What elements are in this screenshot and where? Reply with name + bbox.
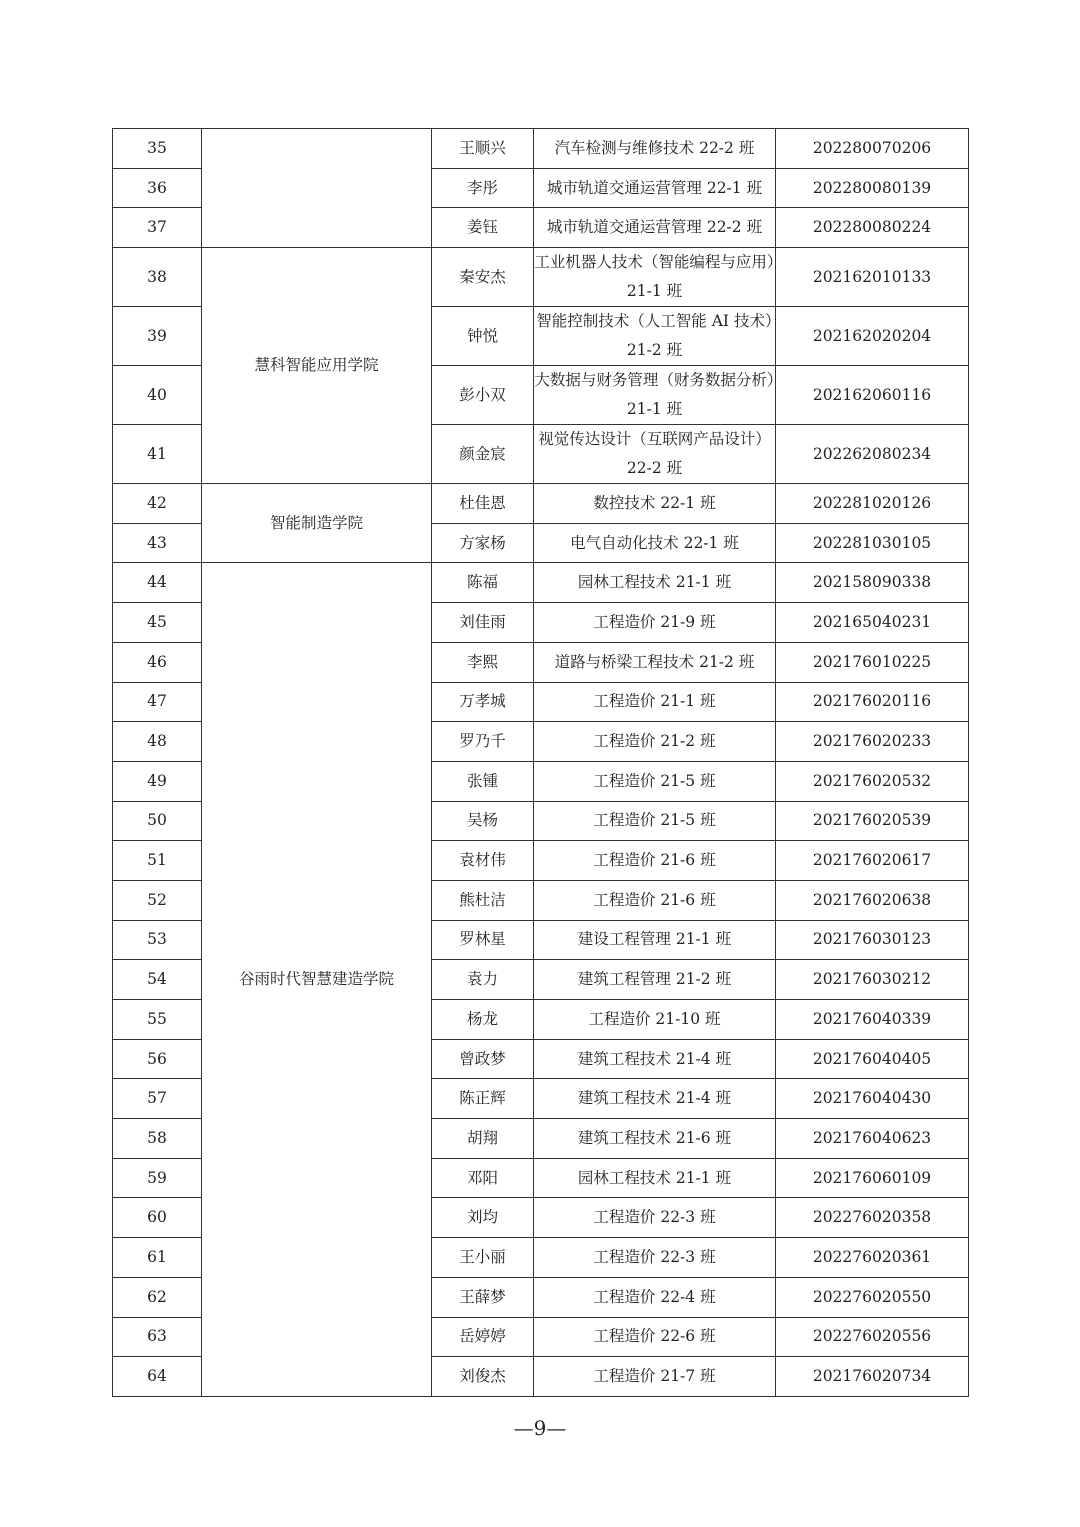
- class-name-cell: 工业机器人技术（智能编程与应用）21-1 班: [534, 248, 776, 307]
- student-roster-table: [112, 128, 969, 1397]
- student-name-cell: 王薛梦: [432, 1277, 534, 1317]
- table-row: [113, 248, 969, 307]
- student-id-cell: 202176020233: [776, 722, 969, 762]
- row-number-cell: 50: [113, 801, 202, 841]
- college-cell: 慧科智能应用学院: [202, 248, 432, 484]
- row-number-cell: 59: [113, 1158, 202, 1198]
- row-number-cell: 37: [113, 208, 202, 248]
- student-name-cell: 万孝城: [432, 682, 534, 722]
- student-name-cell: 杜佳恩: [432, 484, 534, 524]
- class-name-cell: 工程造价 21-6 班: [534, 841, 776, 881]
- class-name-cell: 建筑工程技术 21-4 班: [534, 1079, 776, 1119]
- class-name-cell: 工程造价 22-3 班: [534, 1198, 776, 1238]
- table-row: [113, 129, 969, 169]
- student-name-cell: 刘俊杰: [432, 1357, 534, 1397]
- class-name-cell: 园林工程技术 21-1 班: [534, 563, 776, 603]
- student-id-cell: 202158090338: [776, 563, 969, 603]
- row-number-cell: 52: [113, 880, 202, 920]
- row-number-cell: 56: [113, 1039, 202, 1079]
- student-id-cell: 202162010133: [776, 248, 969, 307]
- student-name-cell: 罗林星: [432, 920, 534, 960]
- row-number-cell: 40: [113, 366, 202, 425]
- row-number-cell: 38: [113, 248, 202, 307]
- row-number-cell: 44: [113, 563, 202, 603]
- student-id-cell: 202176060109: [776, 1158, 969, 1198]
- student-name-cell: 刘均: [432, 1198, 534, 1238]
- student-name-cell: 袁力: [432, 960, 534, 1000]
- student-name-cell: 岳婷婷: [432, 1317, 534, 1357]
- student-id-cell: 202176020532: [776, 761, 969, 801]
- row-number-cell: 51: [113, 841, 202, 881]
- student-id-cell: 202176010225: [776, 642, 969, 682]
- college-cell: [202, 129, 432, 248]
- class-name-cell: 工程造价 21-1 班: [534, 682, 776, 722]
- student-name-cell: 邓阳: [432, 1158, 534, 1198]
- row-number-cell: 46: [113, 642, 202, 682]
- student-name-cell: 罗乃千: [432, 722, 534, 762]
- student-name-cell: 钟悦: [432, 307, 534, 366]
- student-id-cell: 202280070206: [776, 129, 969, 169]
- row-number-cell: 35: [113, 129, 202, 169]
- class-name-cell: 建筑工程技术 21-4 班: [534, 1039, 776, 1079]
- row-number-cell: 41: [113, 425, 202, 484]
- student-name-cell: 刘佳雨: [432, 603, 534, 643]
- student-id-cell: 202176020617: [776, 841, 969, 881]
- student-name-cell: 袁材伟: [432, 841, 534, 881]
- class-name-cell: 工程造价 21-7 班: [534, 1357, 776, 1397]
- row-number-cell: 36: [113, 168, 202, 208]
- roster-body: [113, 129, 969, 1397]
- student-name-cell: 颜金宸: [432, 425, 534, 484]
- row-number-cell: 62: [113, 1277, 202, 1317]
- class-name-cell: 工程造价 21-6 班: [534, 880, 776, 920]
- class-name-cell: 建设工程管理 21-1 班: [534, 920, 776, 960]
- student-id-cell: 202176040339: [776, 1000, 969, 1040]
- student-name-cell: 曾政梦: [432, 1039, 534, 1079]
- student-id-cell: 202176040405: [776, 1039, 969, 1079]
- student-id-cell: 202176020734: [776, 1357, 969, 1397]
- class-name-cell: 工程造价 22-6 班: [534, 1317, 776, 1357]
- student-name-cell: 吴杨: [432, 801, 534, 841]
- student-name-cell: 秦安杰: [432, 248, 534, 307]
- student-id-cell: 202281020126: [776, 484, 969, 524]
- class-name-cell: 工程造价 21-10 班: [534, 1000, 776, 1040]
- student-name-cell: 王顺兴: [432, 129, 534, 169]
- student-id-cell: 202281030105: [776, 523, 969, 563]
- row-number-cell: 48: [113, 722, 202, 762]
- college-cell: 谷雨时代智慧建造学院: [202, 563, 432, 1396]
- row-number-cell: 55: [113, 1000, 202, 1040]
- student-name-cell: 陈福: [432, 563, 534, 603]
- student-id-cell: 202262080234: [776, 425, 969, 484]
- row-number-cell: 58: [113, 1119, 202, 1159]
- student-id-cell: 202276020556: [776, 1317, 969, 1357]
- class-name-cell: 园林工程技术 21-1 班: [534, 1158, 776, 1198]
- student-id-cell: 202165040231: [776, 603, 969, 643]
- row-number-cell: 49: [113, 761, 202, 801]
- student-id-cell: 202280080139: [776, 168, 969, 208]
- student-name-cell: 彭小双: [432, 366, 534, 425]
- student-id-cell: 202176020116: [776, 682, 969, 722]
- row-number-cell: 63: [113, 1317, 202, 1357]
- row-number-cell: 39: [113, 307, 202, 366]
- class-name-cell: 电气自动化技术 22-1 班: [534, 523, 776, 563]
- row-number-cell: 45: [113, 603, 202, 643]
- table-row: [113, 563, 969, 603]
- class-name-cell: 工程造价 21-5 班: [534, 801, 776, 841]
- row-number-cell: 53: [113, 920, 202, 960]
- class-name-cell: 工程造价 22-4 班: [534, 1277, 776, 1317]
- class-name-cell: 建筑工程管理 21-2 班: [534, 960, 776, 1000]
- class-name-cell: 视觉传达设计（互联网产品设计）22-2 班: [534, 425, 776, 484]
- student-id-cell: 202176040623: [776, 1119, 969, 1159]
- student-id-cell: 202276020550: [776, 1277, 969, 1317]
- student-id-cell: 202176020638: [776, 880, 969, 920]
- row-number-cell: 64: [113, 1357, 202, 1397]
- row-number-cell: 43: [113, 523, 202, 563]
- table-row: [113, 484, 969, 524]
- student-id-cell: 202162020204: [776, 307, 969, 366]
- student-id-cell: 202176030123: [776, 920, 969, 960]
- row-number-cell: 61: [113, 1238, 202, 1278]
- class-name-cell: 工程造价 21-2 班: [534, 722, 776, 762]
- student-name-cell: 杨龙: [432, 1000, 534, 1040]
- student-name-cell: 陈正辉: [432, 1079, 534, 1119]
- student-name-cell: 方家杨: [432, 523, 534, 563]
- student-name-cell: 王小丽: [432, 1238, 534, 1278]
- class-name-cell: 工程造价 21-9 班: [534, 603, 776, 643]
- student-id-cell: 202176030212: [776, 960, 969, 1000]
- student-name-cell: 姜钰: [432, 208, 534, 248]
- student-name-cell: 胡翔: [432, 1119, 534, 1159]
- student-id-cell: 202176040430: [776, 1079, 969, 1119]
- class-name-cell: 建筑工程技术 21-6 班: [534, 1119, 776, 1159]
- student-id-cell: 202276020361: [776, 1238, 969, 1278]
- class-name-cell: 大数据与财务管理（财务数据分析）21-1 班: [534, 366, 776, 425]
- student-name-cell: 李彤: [432, 168, 534, 208]
- student-id-cell: 202280080224: [776, 208, 969, 248]
- row-number-cell: 54: [113, 960, 202, 1000]
- class-name-cell: 城市轨道交通运营管理 22-2 班: [534, 208, 776, 248]
- row-number-cell: 60: [113, 1198, 202, 1238]
- row-number-cell: 47: [113, 682, 202, 722]
- class-name-cell: 数控技术 22-1 班: [534, 484, 776, 524]
- row-number-cell: 42: [113, 484, 202, 524]
- college-cell: 智能制造学院: [202, 484, 432, 563]
- student-id-cell: 202162060116: [776, 366, 969, 425]
- class-name-cell: 道路与桥梁工程技术 21-2 班: [534, 642, 776, 682]
- student-name-cell: 张锺: [432, 761, 534, 801]
- page-number: —9—: [513, 1416, 567, 1440]
- class-name-cell: 工程造价 22-3 班: [534, 1238, 776, 1278]
- class-name-cell: 城市轨道交通运营管理 22-1 班: [534, 168, 776, 208]
- student-id-cell: 202176020539: [776, 801, 969, 841]
- student-id-cell: 202276020358: [776, 1198, 969, 1238]
- student-name-cell: 熊杜洁: [432, 880, 534, 920]
- class-name-cell: 汽车检测与维修技术 22-2 班: [534, 129, 776, 169]
- row-number-cell: 57: [113, 1079, 202, 1119]
- class-name-cell: 工程造价 21-5 班: [534, 761, 776, 801]
- student-name-cell: 李熙: [432, 642, 534, 682]
- class-name-cell: 智能控制技术（人工智能 AI 技术）21-2 班: [534, 307, 776, 366]
